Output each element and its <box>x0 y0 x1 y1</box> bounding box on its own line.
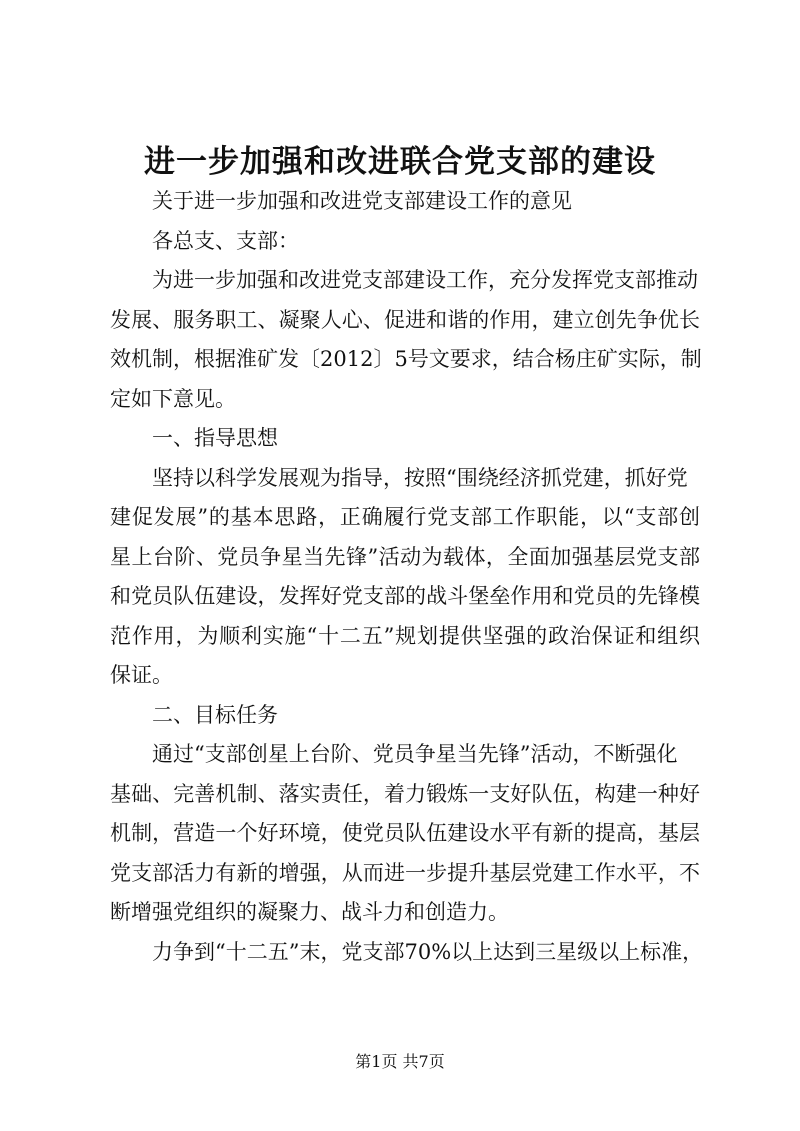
paragraph3-line: 党支部活力有新的增强，从而进一步提升基层党建工作水平，不 <box>110 860 700 885</box>
paragraph1-line: 效机制，根据淮矿发〔2012〕5号文要求，结合杨庄矿实际，制 <box>110 347 702 371</box>
paragraph3-line: 基础、完善机制、落实责任，着力锻炼一支好队伍，构建一种好 <box>110 781 700 806</box>
paragraph1-line: 定如下意见。 <box>110 386 236 411</box>
subtitle-line: 关于进一步加强和改进党支部建设工作的意见 <box>152 189 572 213</box>
paragraph2-line: 星上台阶、党员争星当先锋”活动为载体，全面加强基层党支部 <box>110 544 700 569</box>
paragraph2-line: 保证。 <box>110 663 173 687</box>
paragraph3-line: 断增强党组织的凝聚力、战斗力和创造力。 <box>110 900 509 924</box>
paragraph2-line: 坚持以科学发展观为指导，按照“围绕经济抓党建，抓好党 <box>152 465 688 490</box>
paragraph1-line: 为进一步加强和改进党支部建设工作，充分发挥党支部推动 <box>152 268 698 292</box>
paragraph4-line: 力争到“十二五”末，党支部70%以上达到三星级以上标准， <box>152 939 704 964</box>
paragraph3-line: 通过“支部创星上台阶、党员争星当先锋”活动，不断强化 <box>152 742 678 766</box>
paragraph1-line: 发展、服务职工、凝聚人心、促进和谐的作用，建立创先争优长 <box>110 307 700 332</box>
document-title: 进一步加强和改进联合党支部的建设 <box>144 144 656 180</box>
section-heading: 二、目标任务 <box>152 702 278 727</box>
section-heading: 一、指导思想 <box>152 426 278 450</box>
page-number-footer: 第1页 共7页 <box>355 1052 445 1071</box>
paragraph2-line: 范作用，为顺利实施“十二五”规划提供坚强的政治保证和组织 <box>110 623 700 648</box>
salutation-line: 各总支、支部： <box>152 228 299 253</box>
paragraph3-line: 机制，营造一个好环境，使党员队伍建设水平有新的提高，基层 <box>110 821 700 845</box>
paragraph2-line: 建促发展”的基本思路，正确履行党支部工作职能，以“支部创 <box>110 505 700 529</box>
paragraph2-line: 和党员队伍建设，发挥好党支部的战斗堡垒作用和党员的先锋模 <box>110 584 700 608</box>
document-body <box>110 182 704 972</box>
